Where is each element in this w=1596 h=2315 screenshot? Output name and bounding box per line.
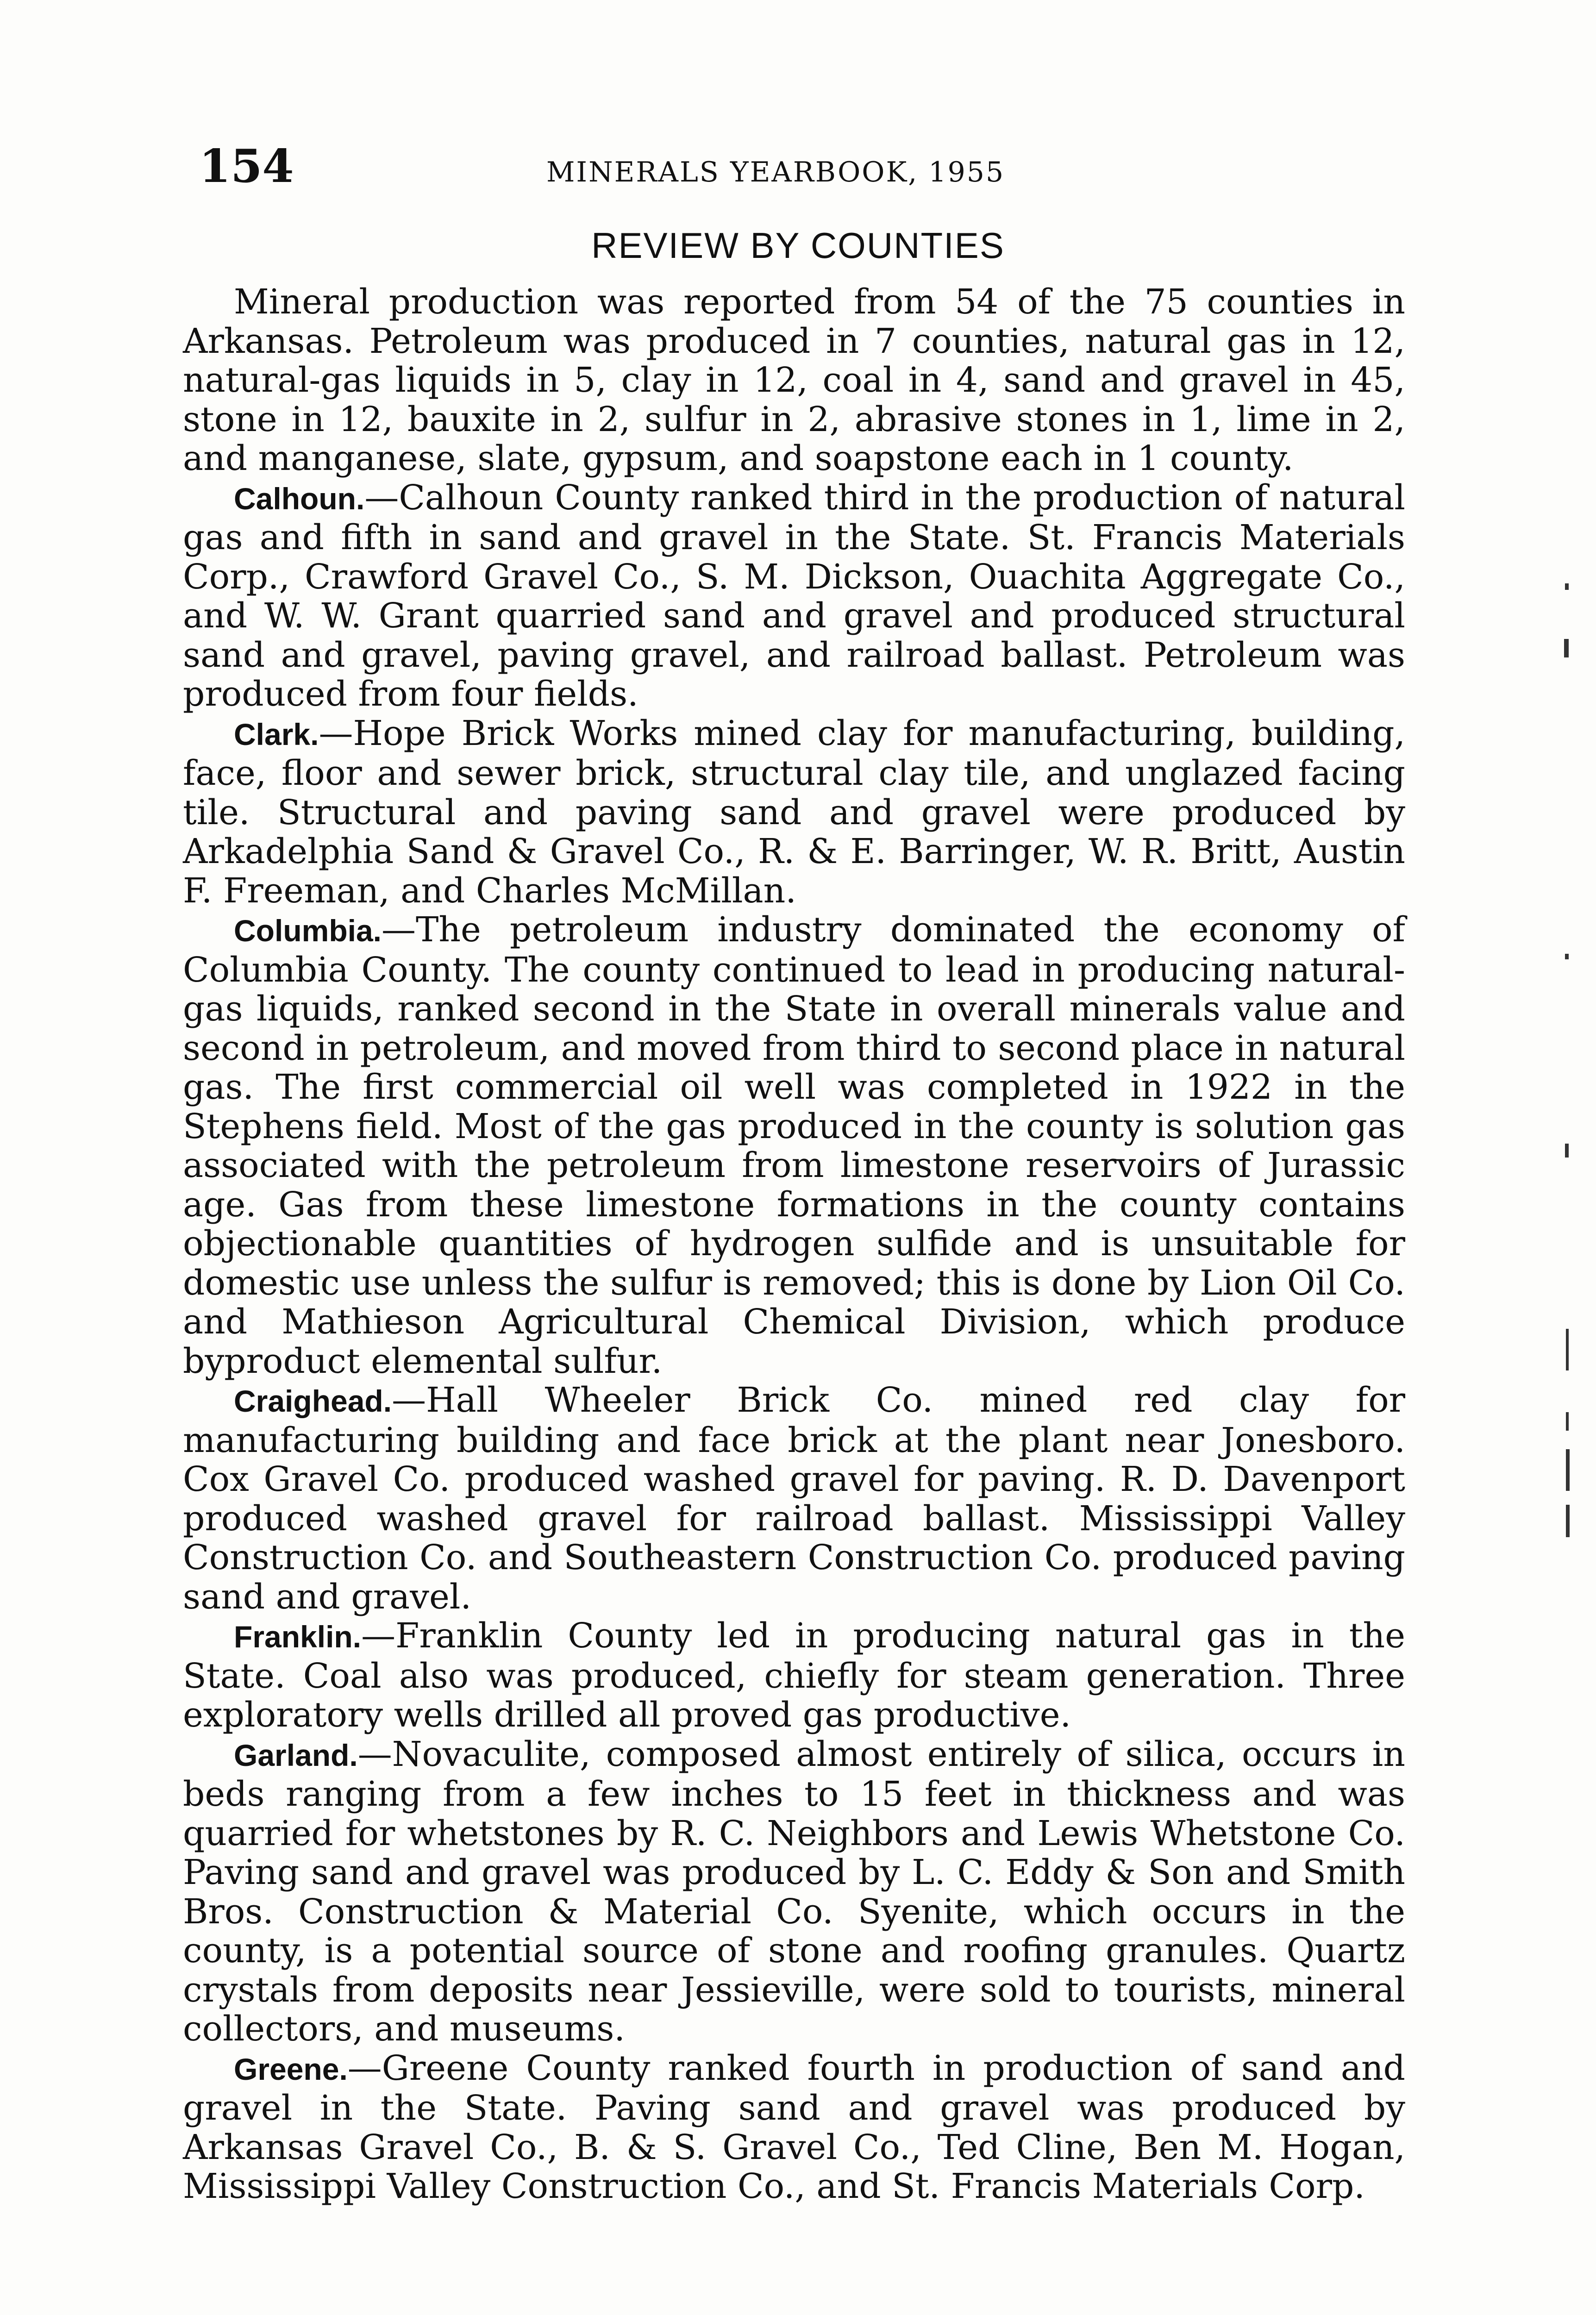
paragraph-garland — [183, 1735, 1405, 2049]
county-heading: Garland. — [234, 1738, 358, 1772]
paragraph-text: —Novaculite, composed almost entirely of silica, occurs in beds ranging from a few inches to 15 feet in thickness and was quarried for whetstones by R. C. Neighbors and Lewis Whetstone Co. Paving sand and gravel was produced by L. C. Eddy & Son and Smith Bros. Construction & Material Co. Syenite, which occurs in the county, is a potential source of stone and roofing granules. Quartz crystals from deposits near Jessieville, were sold to tourists, mineral collectors, and museums. — [183, 1734, 1405, 2049]
county-heading: Craighead. — [234, 1384, 392, 1418]
county-heading: Calhoun. — [234, 481, 365, 516]
county-heading: Greene. — [234, 2052, 348, 2086]
page-number: 154 — [199, 140, 294, 193]
paragraph-text: Mineral production was reported from 54 of the 75 counties in Arkansas. Petroleum was produced in 7 counties, natural gas in 12, natural-gas liquids in 5, clay in 12, coal in 4, sand and gravel in 45, stone in 12, bauxite in 2, sulfur in 2, abrasive stones in 1, lime in 2, and manganese, slate, gypsum, and soapstone each in 1 county. — [183, 282, 1405, 478]
running-head: MINERALS YEARBOOK, 1955 — [546, 156, 1005, 188]
scan-margin-mark — [1566, 1412, 1569, 1431]
county-heading: Columbia. — [234, 913, 382, 948]
scan-margin-mark — [1565, 583, 1569, 590]
paragraph-text: —Hall Wheeler Brick Co. mined red clay for manufacturing building and face brick at the plant near Jonesboro. Cox Gravel Co. produced washed gravel for paving. R. D. Davenport produced washed gravel for railroad ballast. Mississippi Valley Construction Co. and Southeastern Construction Co. produced paving sand and gravel. — [183, 1380, 1405, 1617]
scan-margin-mark — [1565, 1144, 1569, 1158]
paragraph-text: —Calhoun County ranked third in the production of natural gas and fifth in sand and gravel in the State. St. Francis Materials Corp., Crawford Gravel Co., S. M. Dickson, Ouachita Aggregate Co., and W. W. Grant quarried sand and gravel and produced structural sand and gravel, paving gravel, and railroad ballast. Petroleum was produced from four fields. — [183, 477, 1405, 714]
page-header — [199, 139, 1384, 194]
county-heading: Clark. — [234, 717, 319, 751]
paragraph-text: —Greene County ranked fourth in production of sand and gravel in the State. Paving sand and gravel was produced by Arkansas Gravel Co., B. & S. Gravel Co., Ted Cline, Ben M. Hogan, Mississippi Valley Construction Co., and St. Francis Materials Corp. — [183, 2048, 1405, 2206]
scan-margin-mark — [1566, 1449, 1570, 1491]
paragraph-intro — [183, 282, 1405, 478]
paragraph-text: —Hope Brick Works mined clay for manufacturing, building, face, floor and sewer brick, structural clay tile, and unglazed facing tile. Structural and paving sand and gravel were produced by Arkadelphia Sand & Gravel Co., R. & E. Barringer, W. R. Britt, Austin F. Freeman, and Charles McMillan. — [183, 713, 1405, 911]
body-text — [183, 282, 1405, 2206]
paragraph-clark — [183, 714, 1405, 911]
paragraph-greene — [183, 2049, 1405, 2206]
paragraph-franklin — [183, 1616, 1405, 1735]
scan-margin-mark — [1564, 639, 1569, 657]
county-heading: Franklin. — [234, 1620, 362, 1654]
paragraph-columbia — [183, 910, 1405, 1381]
scan-margin-mark — [1566, 1505, 1570, 1537]
paragraph-text: —Franklin County led in producing natural gas in the State. Coal also was produced, chiefly for steam generation. Three exploratory wells drilled all proved gas productive. — [183, 1616, 1405, 1735]
paragraph-craighead — [183, 1381, 1405, 1616]
scan-margin-mark — [1566, 1329, 1569, 1370]
paragraph-text: —The petroleum industry dominated the economy of Columbia County. The county continued to lead in producing natural-gas liquids, ranked second in the State in overall minerals value and second in petroleum, and moved from third to second place in natural gas. The first commercial oil well was completed in 1922 in the Stephens field. Most of the gas produced in the county is solution gas associated with the petroleum from limestone reservoirs of Jurassic age. Gas from these limestone formations in the county contains objectionable quantities of hydrogen sulfide and is unsuitable for domestic use unless the sulfur is removed; this is done by Lion Oil Co. and Mathieson Agricultural Chemical Division, which produce byproduct elemental sulfur. — [183, 910, 1405, 1381]
paragraph-calhoun — [183, 478, 1405, 714]
section-title: REVIEW BY COUNTIES — [591, 225, 1005, 266]
scan-margin-mark — [1565, 954, 1569, 959]
